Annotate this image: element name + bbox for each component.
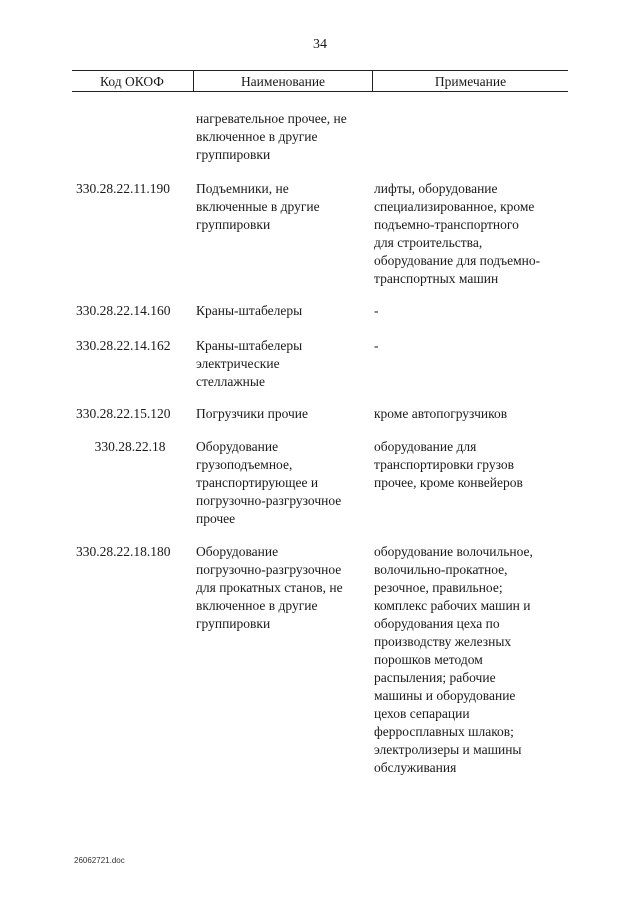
row-note: лифты, оборудование специализированное, кроме подъемно-транспортного для строительства, оборудование для подъемно- транспортных машин [374, 181, 541, 286]
row-name: Оборудование грузоподъемное, транспортирующее и погрузочно-разгрузочное прочее [196, 439, 342, 526]
document-filename: 26062721.doc [74, 856, 125, 865]
row-note: оборудование волочильное, волочильно-прокатное, резочное, правильное; комплекс рабочих машин и оборудования цеха по производству железных порошков методом распыления; рабочие машины и оборудование цехов сепарации ферросплавных шлаков; электролизеры и машины обслуживания [374, 544, 533, 775]
row-name: Краны-штабелеры [196, 303, 303, 318]
row-code: 330.28.22.15.120 [76, 406, 171, 421]
header-name: Наименование [240, 74, 326, 89]
row-name: Краны-штабелеры электрические стеллажные [196, 338, 303, 389]
row-name: нагревательное прочее, не включенное в другие группировки [196, 111, 347, 162]
row-code: 330.28.22.11.190 [76, 181, 170, 196]
row-code: 330.28.22.14.162 [76, 338, 171, 353]
header-note: Примечание [434, 74, 507, 89]
row-note: - [374, 303, 379, 318]
row-note: - [374, 338, 379, 353]
header-code: Код ОКОФ [100, 74, 164, 89]
page-number: 34 [313, 37, 327, 52]
row-code: 330.28.22.18.180 [76, 544, 171, 559]
row-name: Оборудование погрузочно-разгрузочное для прокатных станов, не включенное в другие группировки [196, 544, 343, 631]
row-name: Погрузчики прочие [196, 406, 308, 421]
row-code: 330.28.22.18 [94, 439, 166, 454]
row-code: 330.28.22.14.160 [76, 303, 171, 318]
row-name: Подъемники, не включенные в другие группировки [196, 181, 320, 232]
row-note: оборудование для транспортировки грузов прочее, кроме конвейеров [374, 439, 523, 490]
table-header [72, 70, 568, 92]
row-note: кроме автопогрузчиков [374, 406, 508, 421]
